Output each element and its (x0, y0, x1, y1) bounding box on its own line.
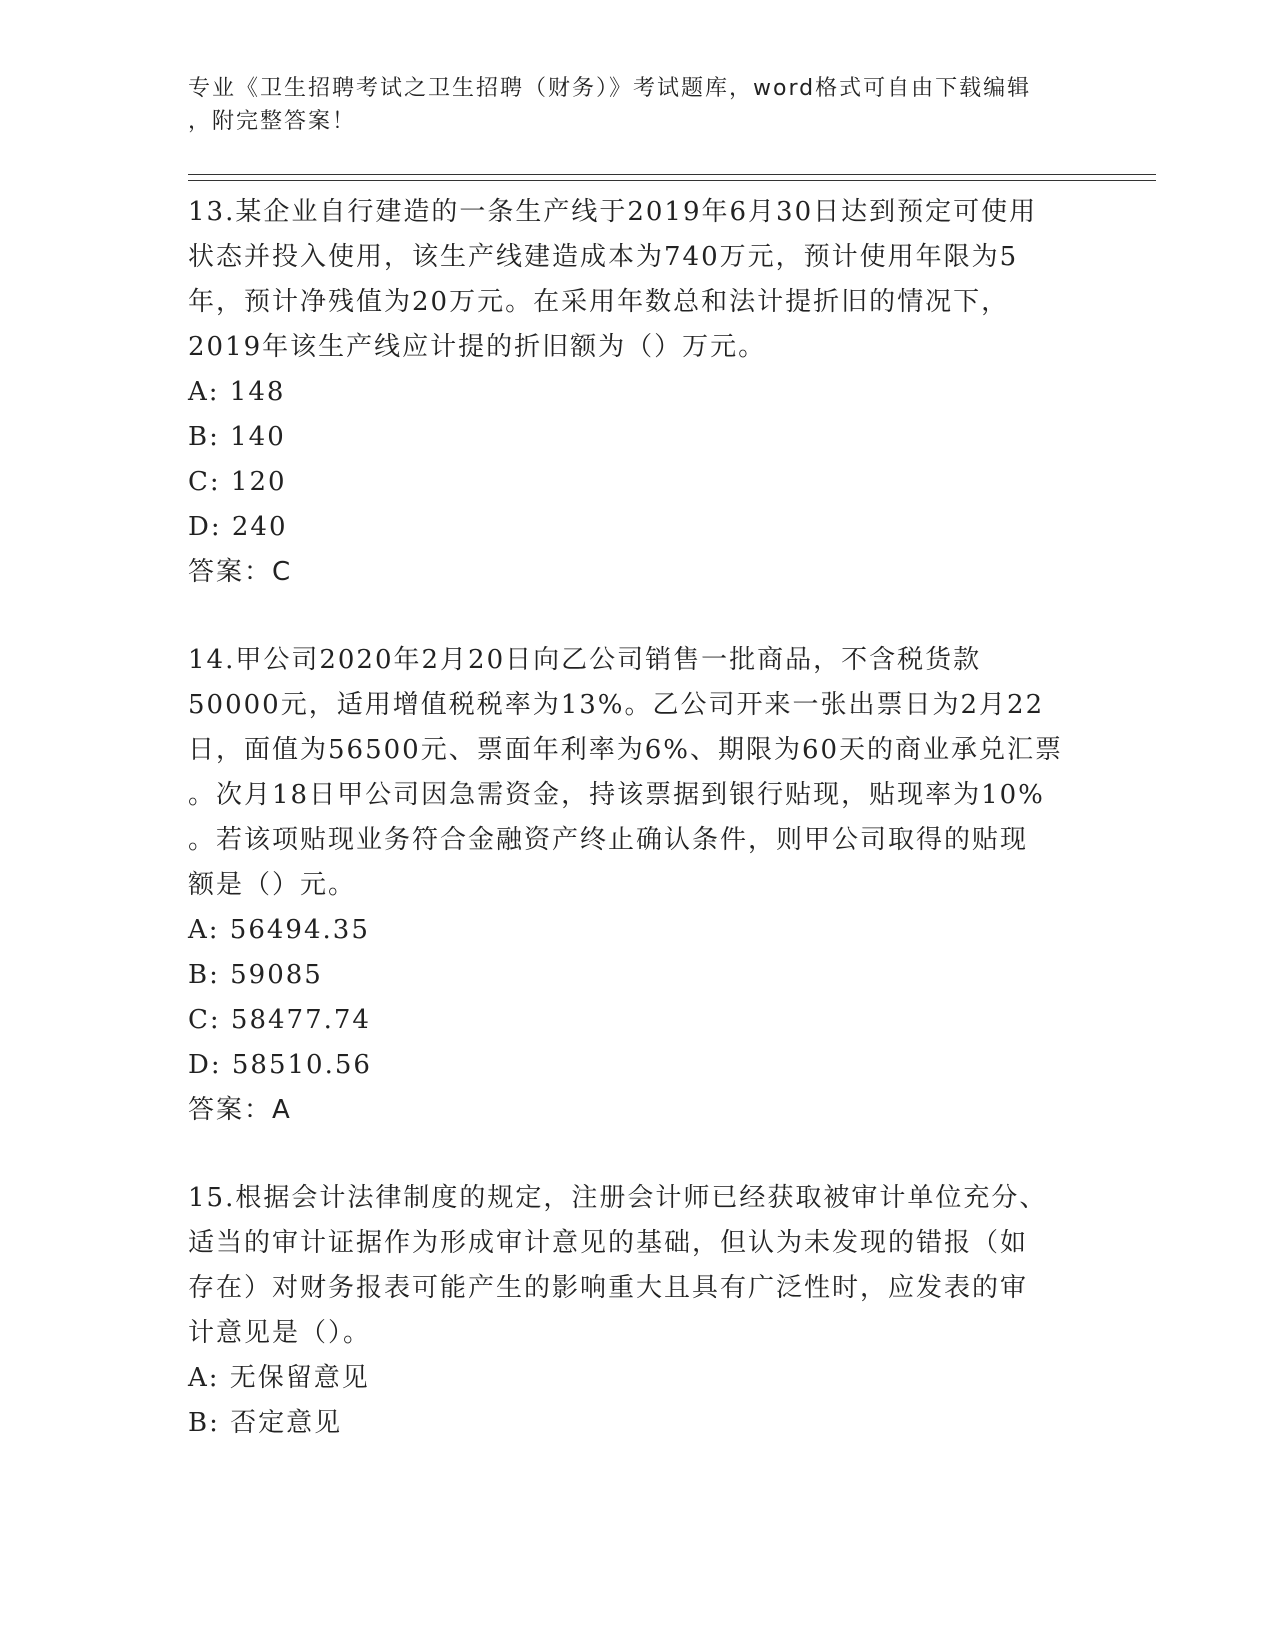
option-d: D: 58510.56 (188, 1050, 372, 1080)
option-a: A: 56494.35 (188, 915, 370, 945)
question-stem: 15.根据会计法律制度的规定，注册会计师已经获取被审计单位充分、 适当的审计证据作为形成审计意见的基础，但认为未发现的错报（如 存在）对财务报表可能产生的影响重大且具有广泛性时，应发表的审 计意见是（）。 (188, 1183, 1048, 1348)
option-b: B: 59085 (188, 960, 323, 990)
document-header: 专业《卫生招聘考试之卫生招聘（财务）》考试题库，word格式可自由下载编辑 ，附完整答案！ (188, 76, 1032, 134)
option-c: C: 120 (188, 467, 287, 497)
option-a: A: 148 (188, 377, 286, 407)
question-stem: 14.甲公司2020年2月20日向乙公司销售一批商品，不含税货款 50000元，适用增值税税率为13%。乙公司开来一张出票日为2月22 日，面值为56500元、票面年利率为6%、期限为60天的商业承兑汇票 。次月18日甲公司因急需资金，持该票据到银行贴现，贴现率为10% 。若该项贴现业务符合金融资产终止确认条件，则甲公司取得的贴现 额是（）元。 (188, 645, 1064, 900)
option-a: A: 无保留意见 (188, 1363, 370, 1393)
header-divider-bottom (188, 180, 1156, 181)
question-14 (188, 638, 1088, 1133)
option-b: B: 140 (188, 422, 286, 452)
option-b: B: 否定意见 (188, 1408, 343, 1438)
option-c: C: 58477.74 (188, 1005, 371, 1035)
question-15 (188, 1176, 1088, 1446)
question-list (188, 190, 1088, 1489)
answer-line: 答案：C (188, 557, 293, 587)
answer-line: 答案：A (188, 1095, 292, 1125)
header-divider-top (188, 174, 1156, 175)
question-stem: 13.某企业自行建造的一条生产线于2019年6月30日达到预定可使用 状态并投入使用，该生产线建造成本为740万元，预计使用年限为5 年，预计净残值为20万元。在采用年数总和法计提折旧的情况下， 2019年该生产线应计提的折旧额为（）万元。 (188, 197, 1038, 362)
option-d: D: 240 (188, 512, 288, 542)
question-13 (188, 190, 1088, 595)
